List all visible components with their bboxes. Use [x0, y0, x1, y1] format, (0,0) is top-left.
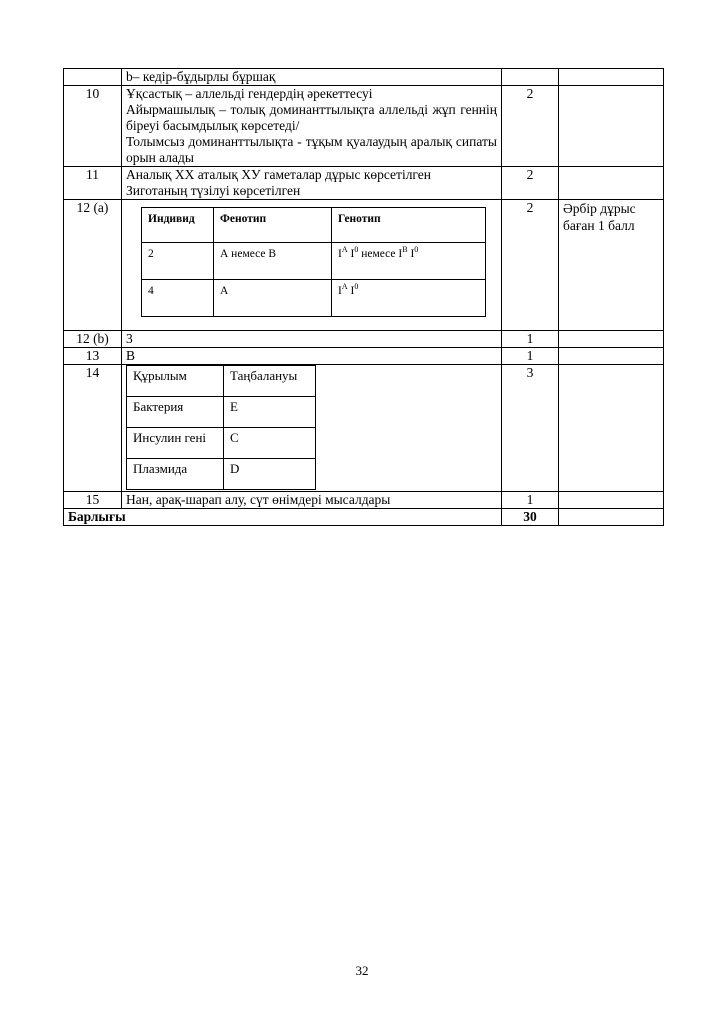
answer-cell: [122, 365, 502, 492]
score-cell: 1: [502, 331, 559, 348]
structure-cell: Бактерия: [127, 397, 224, 428]
score-cell: [502, 69, 559, 86]
note-cell: [559, 492, 664, 509]
answer-cell: [122, 86, 502, 167]
genotype-cell: $I^A$ $I^0$ немесе $I^B$ $I^0$: [332, 243, 486, 280]
table-row: [64, 69, 664, 86]
marking-scheme-table: [63, 68, 664, 526]
table-row: [127, 428, 316, 459]
table-row: [127, 459, 316, 490]
score-cell: 3: [502, 365, 559, 492]
table-row: [64, 492, 664, 509]
answer-cell: Нан, арақ-шарап алу, сүт өнімдері мысалдары: [122, 492, 502, 509]
header-phenotype: Фенотип: [214, 208, 332, 243]
note-cell: [559, 365, 664, 492]
note-cell: [559, 348, 664, 365]
question-number-cell: [64, 69, 122, 86]
answer-line: Аналық ХХ аталық ХУ гаметалар дұрыс көрсетілген: [126, 167, 432, 182]
table-row: [127, 397, 316, 428]
answer-cell: 3: [122, 331, 502, 348]
genotype-cell: $I^A$ $I^0$: [332, 280, 486, 317]
structure-label-table: [126, 365, 316, 490]
table-row: [142, 243, 486, 280]
score-cell: 1: [502, 492, 559, 509]
individual-cell: 2: [142, 243, 214, 280]
question-number-cell: 13: [64, 348, 122, 365]
structure-cell: Құрылым: [127, 366, 224, 397]
table-row: [64, 200, 664, 331]
question-number-cell: 10: [64, 86, 122, 167]
score-cell: 2: [502, 200, 559, 331]
question-number-cell: 11: [64, 167, 122, 200]
label-cell: С: [224, 428, 316, 459]
table-row: [64, 86, 664, 167]
answer-cell: [122, 200, 502, 331]
note-cell: Әрбір дұрыс баған 1 балл: [559, 200, 664, 331]
score-cell: 2: [502, 167, 559, 200]
answer-line: Зиготаның түзілуі көрсетілген: [126, 183, 301, 198]
genotype-table-header: [142, 208, 486, 243]
answer-cell: b– кедір-бұдырлы бұршақ: [122, 69, 502, 86]
note-cell: [559, 86, 664, 167]
label-cell: Е: [224, 397, 316, 428]
genotype-table: [141, 207, 486, 317]
table-row: [64, 331, 664, 348]
page-number: 32: [355, 963, 369, 978]
individual-cell: 4: [142, 280, 214, 317]
question-number-cell: 12 (a): [64, 200, 122, 331]
answer-line: Толымсыз доминанттылықта - тұқым қуалаудың аралық сипаты орын алады: [126, 134, 497, 165]
question-number-cell: 15: [64, 492, 122, 509]
phenotype-cell: А: [214, 280, 332, 317]
label-cell: Таңбалануы: [224, 366, 316, 397]
table-row: [64, 348, 664, 365]
note-cell: [559, 69, 664, 86]
note-cell: [559, 331, 664, 348]
question-number-cell: 14: [64, 365, 122, 492]
note-cell: [559, 509, 664, 526]
total-label: Барлығы: [64, 509, 502, 526]
structure-cell: Плазмида: [127, 459, 224, 490]
score-cell: 2: [502, 86, 559, 167]
table-row: [142, 280, 486, 317]
structure-cell: Инсулин гені: [127, 428, 224, 459]
table-row: [64, 365, 664, 492]
header-genotype: Генотип: [332, 208, 486, 243]
answer-line: Айырмашылық – толық доминанттылықта аллельді жұп геннің біреуі басымдылық көрсетеді/: [126, 102, 497, 133]
table-row: [64, 167, 664, 200]
header-individual: Индивид: [142, 208, 214, 243]
note-cell: [559, 167, 664, 200]
total-row: [64, 509, 664, 526]
phenotype-cell: А немесе В: [214, 243, 332, 280]
table-row: [127, 366, 316, 397]
answer-cell: [122, 167, 502, 200]
question-number-cell: 12 (b): [64, 331, 122, 348]
total-score: 30: [502, 509, 559, 526]
score-cell: 1: [502, 348, 559, 365]
answer-line: Ұқсастық – аллельді гендердің әрекеттесуі: [126, 86, 373, 101]
label-cell: D: [224, 459, 316, 490]
answer-cell: В: [122, 348, 502, 365]
